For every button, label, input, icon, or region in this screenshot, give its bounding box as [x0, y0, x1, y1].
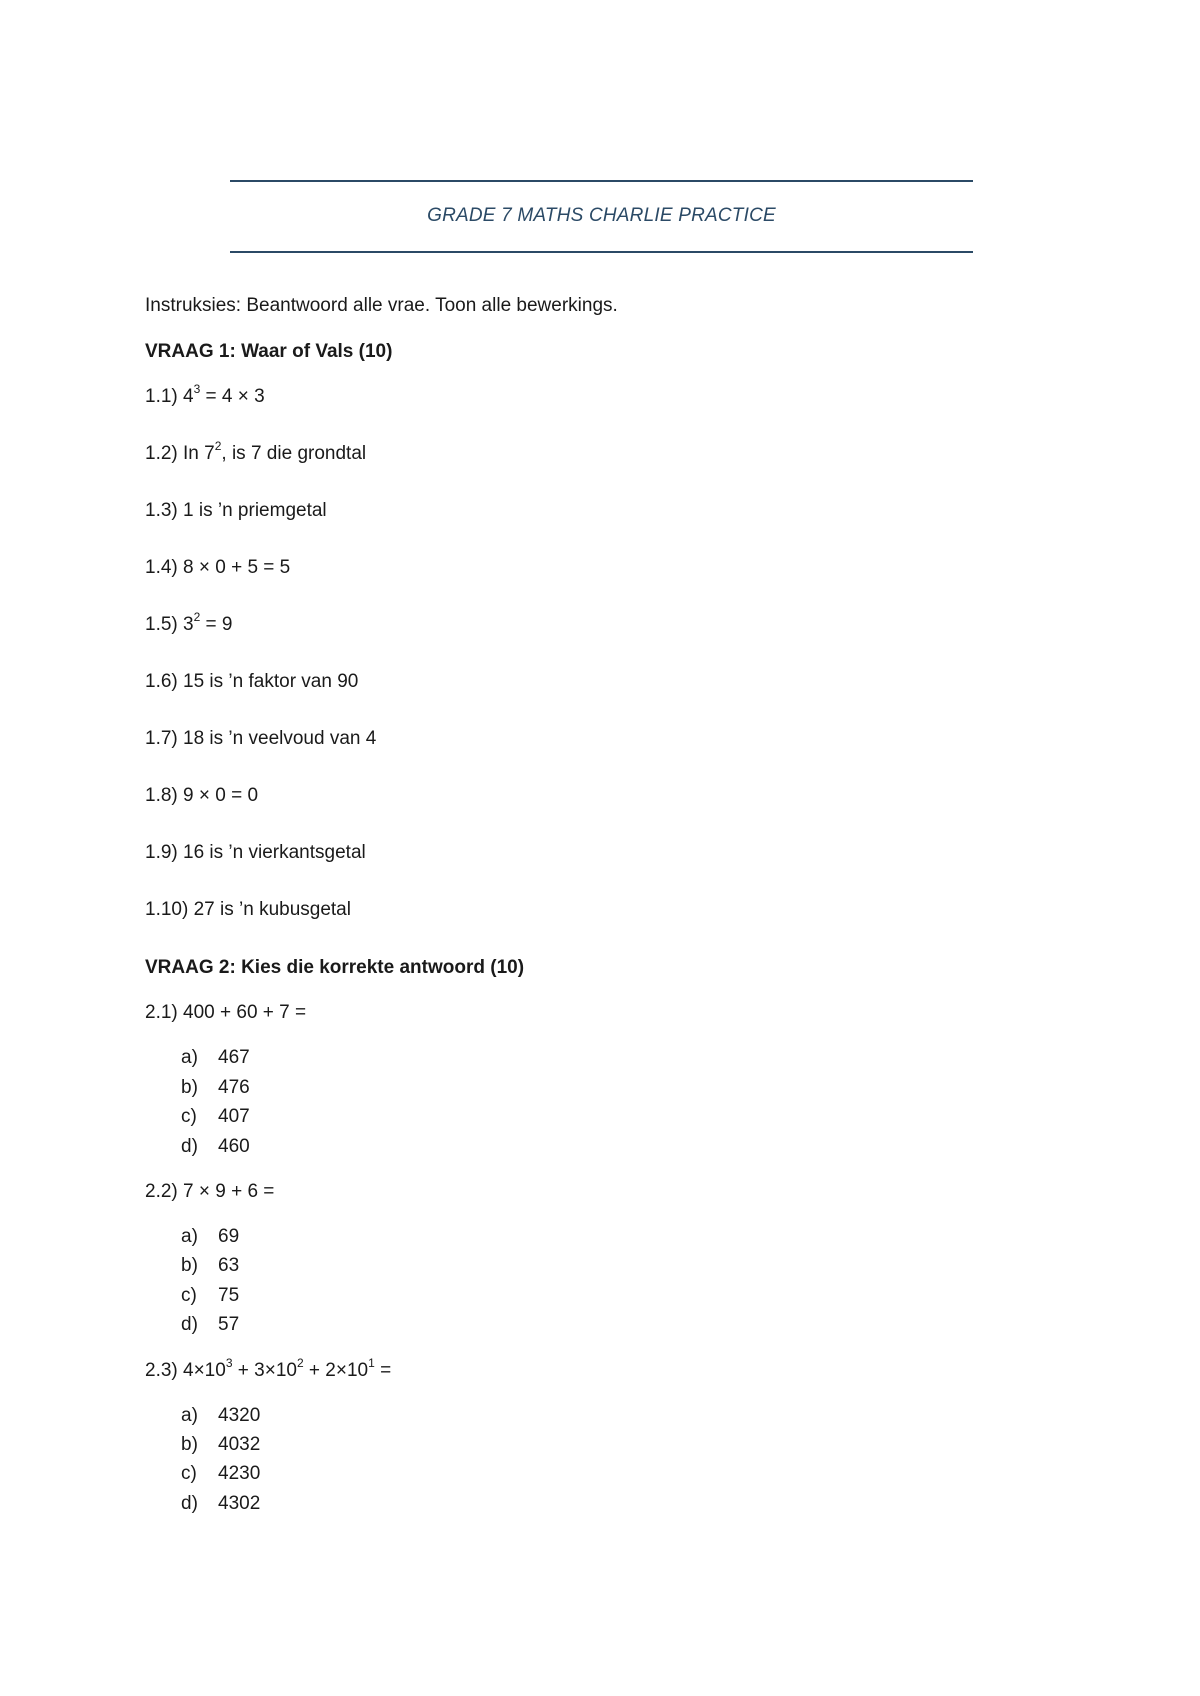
- header-rule-top: [230, 180, 973, 182]
- question-1-8: 1.8) 9 × 0 = 0: [145, 785, 259, 806]
- option-2-3-d: d) 4302: [181, 1493, 261, 1514]
- option-2-2-c: c) 75: [181, 1285, 240, 1306]
- option-2-2-d: d) 57: [181, 1314, 240, 1335]
- option-2-1-d: d) 460: [181, 1136, 250, 1157]
- question-1-4: 1.4) 8 × 0 + 5 = 5: [145, 557, 291, 578]
- question-1-heading: VRAAG 1: Waar of Vals (10): [145, 341, 393, 362]
- question-1-7: 1.7) 18 is ’n veelvoud van 4: [145, 728, 377, 749]
- question-2-heading: VRAAG 2: Kies die korrekte antwoord (10): [145, 957, 525, 978]
- question-1-9: 1.9) 16 is ’n vierkantsgetal: [145, 842, 366, 863]
- instructions: Instruksies: Beantwoord alle vrae. Toon alle bewerkings.: [145, 295, 618, 316]
- option-2-1-b: b) 476: [181, 1077, 250, 1098]
- question-1-10: 1.10) 27 is ’n kubusgetal: [145, 899, 351, 920]
- header-rule-bottom: [230, 251, 973, 253]
- option-2-3-a: a) 4320: [181, 1405, 261, 1426]
- question-1-2: 1.2) In $7^2$, is 7 die grondtal: [145, 439, 367, 464]
- option-2-2-b: b) 63: [181, 1255, 240, 1276]
- question-2-1-stem: 2.1) 400 + 60 + 7 =: [145, 1002, 307, 1023]
- page-title: GRADE 7 MATHS CHARLIE PRACTICE: [427, 205, 776, 226]
- question-1-1: 1.1) $4^3 = 4 \times 3$: [145, 382, 265, 407]
- question-2-2-stem: 2.2) 7 × 9 + 6 =: [145, 1181, 275, 1202]
- option-2-1-a: a) 467: [181, 1047, 250, 1068]
- question-1-6: 1.6) 15 is ’n faktor van 90: [145, 671, 359, 692]
- option-2-3-b: b) 4032: [181, 1434, 261, 1455]
- question-2-3-stem: 2.3) $4\times 10^3 + 3\times 10^2 + 2\times 10^1$ =: [145, 1356, 392, 1381]
- option-2-1-c: c) 407: [181, 1106, 250, 1127]
- question-1-5: 1.5) $3^2 = 9$: [145, 610, 233, 635]
- question-1-3: 1.3) 1 is ’n priemgetal: [145, 500, 327, 521]
- option-2-2-a: a) 69: [181, 1226, 240, 1247]
- option-2-3-c: c) 4230: [181, 1463, 261, 1484]
